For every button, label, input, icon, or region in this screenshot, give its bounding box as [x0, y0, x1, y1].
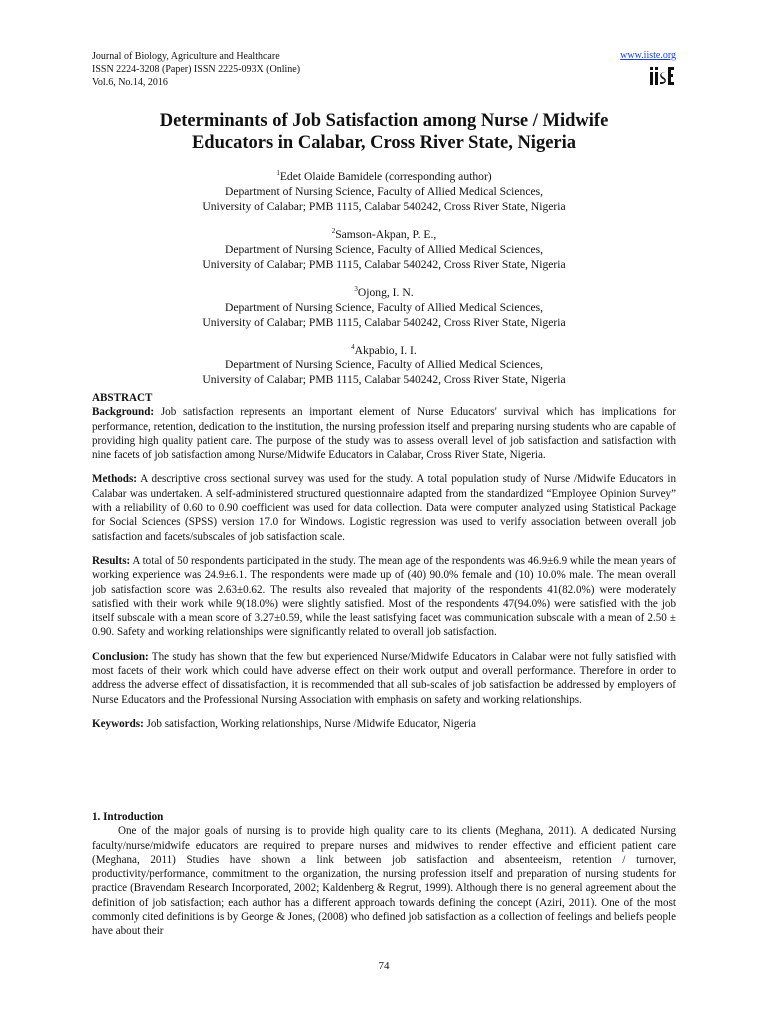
author-department: Department of Nursing Science, Faculty of Allied Medical Sciences,	[224, 184, 544, 198]
author-address: University of Calabar; PMB 1115, Calabar 540242, Cross River State, Nigeria	[202, 315, 566, 329]
author-address: University of Calabar; PMB 1115, Calabar 540242, Cross River State, Nigeria	[202, 257, 566, 271]
author-name: $^3$Ojong, I. N.	[354, 284, 414, 299]
introduction-text: One of the major goals of nursing is to provide high quality care to its clients (Meghana, 2011). A dedicated Nursing faculty/nurse/midwife educators are required to prepare nurses and midwives to render effective and efficient patient care (Meghana, 2011) Studies have shown a link between job satisfaction and absenteeism, retention / turnover, productivity/performance, commitment to the organization, the nursing profession itself and preparation of nursing students for practice (Bravendam Research Incorporated, 2002; Kaldenberg & Regrut, 1999). Although there is no general agreement about the definition of job satisfaction; each author has a different approach towards defining the concept (Aziri, 2011). One of the most commonly cited definitions is by George & Jones, (2008) who defined job satisfaction as a collection of feelings and beliefs people have about their	[92, 825, 676, 938]
introduction-heading: 1. Introduction	[92, 811, 164, 823]
title-line-2: Educators in Calabar, Cross River State, Nigeria	[191, 133, 577, 153]
author-department: Department of Nursing Science, Faculty of Allied Medical Sciences,	[224, 242, 544, 256]
page-number: 74	[378, 960, 390, 972]
journal-info	[92, 50, 300, 89]
abstract-conclusion: Conclusion: The study has shown that the few but experienced Nurse/Midwife Educators in Calabar were not fully satisfied with most facets of their work which could have adverse effect on their work output and overall performance. Therefore in order to address the adverse effect of dissatisfaction, it is recommended that all sub-scales of job satisfaction be addressed by employers of Nurse Educators and the Professional Nursing Association with emphasis on safety and working relationships.	[92, 650, 676, 706]
abstract-methods: Methods: A descriptive cross sectional survey was used for the study. A total population study of Nurse /Midwife Educators in Calabar was undertaken. A self-administered structured questionnaire adapted from the standardized “Employee Opinion Survey” with a reliability of 0.60 to 0.90 coefficient was used for data collection. Data were computer analyzed using Statistical Package for Social Sciences (SPSS) version 17.0 for Windows. Logistic regression was used to verify association between overall job satisfaction and facets/subscales of job satisfaction scale.	[92, 473, 676, 543]
author-address: University of Calabar; PMB 1115, Calabar 540242, Cross River State, Nigeria	[202, 373, 566, 387]
journal-name: Journal of Biology, Agriculture and Healthcare	[92, 51, 280, 62]
author-name: $^1$Edet Olaide Bamidele (corresponding author)	[276, 169, 492, 183]
website-link[interactable]: www.iiste.org	[620, 50, 676, 61]
title-line-1: Determinants of Job Satisfaction among Nurse / Midwife	[159, 111, 609, 131]
author-block	[92, 166, 676, 214]
author-block	[92, 224, 676, 272]
author-block	[92, 340, 676, 388]
author-name: $^2$Samson-Akpan, P. E.,	[331, 226, 437, 241]
author-name: $^4$Akpabio, I. I.	[351, 342, 417, 357]
abstract-section	[92, 391, 676, 741]
abstract-background: Background: Job satisfaction represents an important element of Nurse Educators' survival which has implications for performance, retention, dedication to the institution, the nursing profession itself and preparing nursing students who are capable of providing high quality patient care. The purpose of the study was to assess overall level of job satisfaction and satisfaction with nine facets of job satisfaction among Nurse/Midwife Educators in Calabar, Cross River State, Nigeria.	[92, 406, 676, 462]
author-department: Department of Nursing Science, Faculty of Allied Medical Sciences,	[224, 300, 544, 314]
introduction-section	[92, 810, 676, 939]
author-department: Department of Nursing Science, Faculty of Allied Medical Sciences,	[224, 358, 544, 372]
iiste-logo-icon	[648, 64, 674, 88]
author-list	[92, 166, 676, 397]
journal-volume: Vol.6, No.14, 2016	[92, 77, 168, 88]
abstract-results: Results: A total of 50 respondents participated in the study. The mean age of the respondents was 46.9±6.9 while the mean years of working experience was 24.9±6.1. The respondents were made up of (40) 90.0% female and (10) 10.0% male. The mean overall job satisfaction score was 2.63±0.62. The results also revealed that majority of the respondents 41(82.0%) were moderately satisfied with their work while 9(18.0%) were slightly satisfied. Most of the respondents 47(94.0%) were satisfied with the job itself subscale with a mean score of 3.27±0.59, while the least satisfying facet was communication subscale with a mean of 2.50 ± 0.90. Safety and working relationships were significantly related to overall job satisfaction.	[92, 554, 676, 639]
author-address: University of Calabar; PMB 1115, Calabar 540242, Cross River State, Nigeria	[202, 199, 566, 213]
author-block	[92, 282, 676, 330]
paper-title	[92, 110, 676, 154]
abstract-heading: ABSTRACT	[92, 392, 153, 404]
journal-issn: ISSN 2224-3208 (Paper) ISSN 2225-093X (Online)	[92, 64, 301, 75]
keywords: Keywords: Job satisfaction, Working relationships, Nurse /Midwife Educator, Nigeria	[92, 717, 476, 730]
